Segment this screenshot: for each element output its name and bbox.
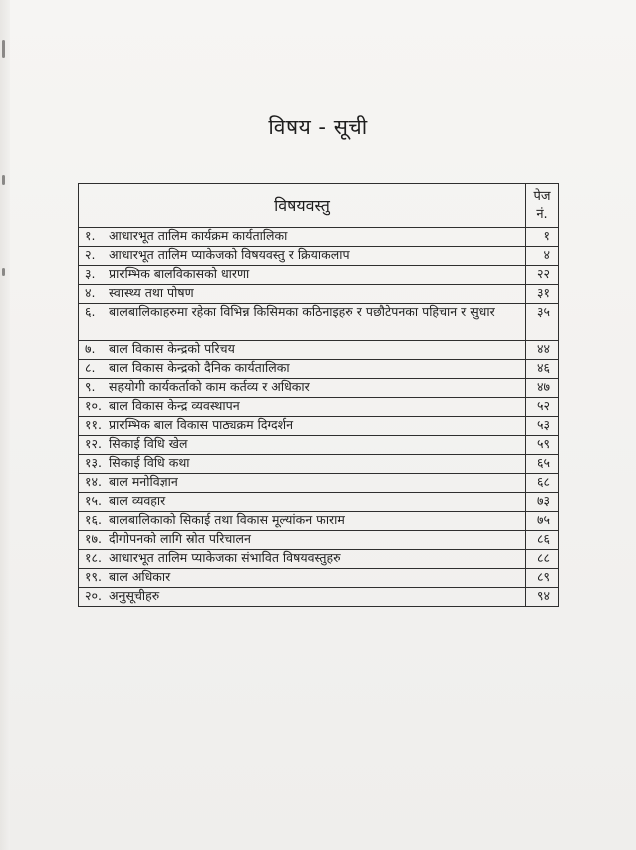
page-number-cell: १: [526, 228, 559, 247]
page-number-cell: ८६: [526, 531, 559, 550]
page-number-cell: ४४: [526, 341, 559, 360]
page-number-cell: ९४: [526, 588, 559, 607]
entry-title: बाल विकास केन्द्रको परिचय: [109, 341, 235, 356]
topic-cell: [79, 455, 526, 474]
entry-title: बाल विकास केन्द्र व्यवस्थापन: [109, 398, 240, 413]
entry-number: १३.: [85, 455, 102, 470]
topic-cell: [79, 493, 526, 512]
table-row: [79, 247, 559, 266]
table-row: [79, 493, 559, 512]
table-row: [79, 379, 559, 398]
topic-cell: [79, 228, 526, 247]
entry-number: १७.: [85, 531, 102, 546]
page-number-cell: ६५: [526, 455, 559, 474]
entry-number: ८.: [85, 360, 96, 375]
topic-cell: [79, 512, 526, 531]
entry-title: स्वास्थ्य तथा पोषण: [109, 285, 194, 300]
entry-title: सिकाई विधि कथा: [109, 455, 190, 470]
entry-title: सिकाई विधि खेल: [109, 436, 188, 451]
topic-cell: [79, 266, 526, 285]
topic-cell: [79, 531, 526, 550]
toc-table: [78, 183, 559, 607]
topic-column-header: विषयवस्तु: [79, 184, 526, 228]
page-number-cell: ३५: [526, 304, 559, 341]
topic-cell: [79, 569, 526, 588]
entry-number: १.: [85, 228, 96, 243]
entry-title: आधारभूत तालिम कार्यक्रम कार्यतालिका: [109, 228, 288, 243]
page-number-cell: ४७: [526, 379, 559, 398]
entry-title: बाल मनोविज्ञान: [109, 474, 178, 489]
table-row: [79, 531, 559, 550]
table-row: [79, 550, 559, 569]
topic-cell: [79, 285, 526, 304]
binding-mark: [2, 40, 5, 58]
page-number-cell: ३१: [526, 285, 559, 304]
entry-title: आधारभूत तालिम प्याकेजको विषयवस्तु र क्रियाकलाप: [109, 247, 350, 262]
entry-number: ९.: [85, 379, 96, 394]
entry-number: १६.: [85, 512, 102, 527]
topic-cell: [79, 436, 526, 455]
topic-cell: [79, 550, 526, 569]
entry-number: ६.: [85, 304, 96, 319]
table-row: [79, 304, 559, 341]
topic-cell: [79, 304, 526, 341]
table-row: [79, 341, 559, 360]
table-row: [79, 360, 559, 379]
table-row: [79, 455, 559, 474]
entry-title: बाल अधिकार: [109, 569, 171, 584]
entry-title: अनुसूचीहरु: [109, 588, 160, 603]
table-row: [79, 266, 559, 285]
entry-number: १०.: [85, 398, 102, 413]
table-row: [79, 569, 559, 588]
table-row: [79, 228, 559, 247]
table-row: [79, 398, 559, 417]
page-number-cell: ५२: [526, 398, 559, 417]
page-number-cell: ४६: [526, 360, 559, 379]
topic-cell: [79, 360, 526, 379]
page-number-cell: ७३: [526, 493, 559, 512]
entry-number: २०.: [85, 588, 102, 603]
entry-number: १८.: [85, 550, 102, 565]
page-number-cell: ४: [526, 247, 559, 266]
binding-mark: [2, 175, 5, 185]
entry-number: ३.: [85, 266, 96, 281]
page-number-cell: २२: [526, 266, 559, 285]
page-number-cell: ५९: [526, 436, 559, 455]
table-row: [79, 417, 559, 436]
topic-cell: [79, 398, 526, 417]
topic-cell: [79, 379, 526, 398]
topic-cell: [79, 417, 526, 436]
entry-number: १५.: [85, 493, 102, 508]
entry-number: ४.: [85, 285, 96, 300]
entry-title: प्रारम्भिक बालविकासको धारणा: [109, 266, 250, 281]
page-number-cell: ५३: [526, 417, 559, 436]
entry-title: बालबालिकाहरुमा रहेका विभिन्न किसिमका कठिनाइहरु र पछौटेपनका पहिचान र सुधार: [109, 304, 495, 319]
binding-mark: [2, 268, 5, 276]
entry-number: १९.: [85, 569, 102, 584]
table-row: [79, 474, 559, 493]
toc-header-row: [79, 184, 559, 228]
topic-cell: [79, 588, 526, 607]
table-row: [79, 512, 559, 531]
page-number-cell: ६८: [526, 474, 559, 493]
entry-number: १४.: [85, 474, 102, 489]
entry-title: बालबालिकाको सिकाई तथा विकास मूल्यांकन फाराम: [109, 512, 345, 527]
page-number-cell: ८९: [526, 569, 559, 588]
entry-number: ११.: [85, 417, 102, 432]
entry-title: प्रारम्भिक बाल विकास पाठ्यक्रम दिग्दर्शन: [109, 417, 294, 432]
entry-title: सहयोगी कार्यकर्ताको काम कर्तव्य र अधिकार: [109, 379, 310, 394]
entry-number: १२.: [85, 436, 102, 451]
entry-title: बाल व्यवहार: [109, 493, 166, 508]
table-row: [79, 436, 559, 455]
entry-title: बाल विकास केन्द्रको दैनिक कार्यतालिका: [109, 360, 290, 375]
page-column-header: पेज नं.: [526, 184, 559, 228]
page-title: विषय - सूची: [268, 115, 368, 139]
table-row: [79, 285, 559, 304]
table-row: [79, 588, 559, 607]
entry-number: ७.: [85, 341, 96, 356]
topic-cell: [79, 474, 526, 493]
entry-title: आधारभूत तालिम प्याकेजका संभावित विषयवस्तुहरु: [109, 550, 341, 565]
topic-cell: [79, 247, 526, 266]
page-number-cell: ८८: [526, 550, 559, 569]
page-number-cell: ७५: [526, 512, 559, 531]
entry-number: २.: [85, 247, 96, 262]
entry-title: दीगोपनको लागि स्रोत परिचालन: [109, 531, 251, 546]
topic-cell: [79, 341, 526, 360]
